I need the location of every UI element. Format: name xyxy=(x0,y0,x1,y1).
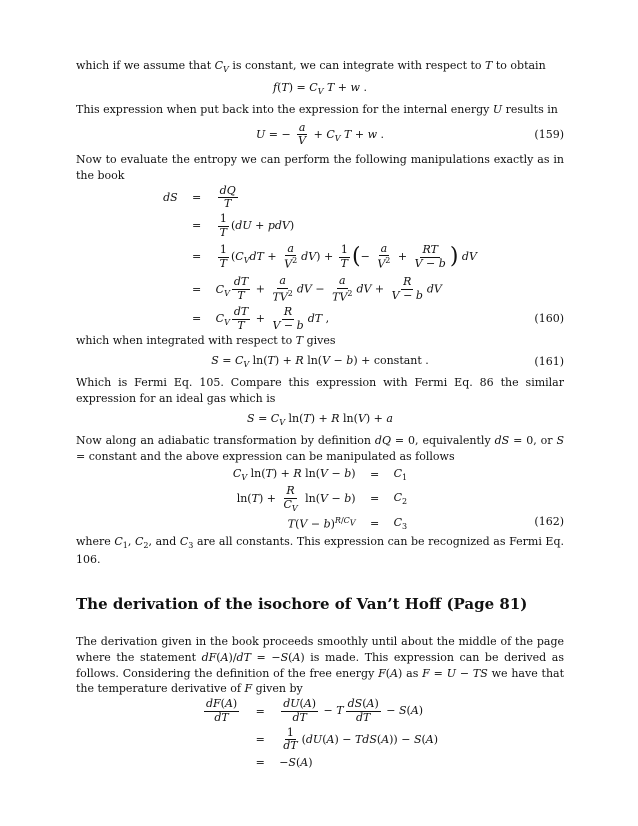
equation-free-energy-block: $\frac{dF(A)}{dT}$ = $\frac{dU(A)}{dT}$ − T $\frac{dS(A)}{dT}$ − S(A) = $\frac{1}{dT}$ (dU(A) − TdS(A)) − S(A) = −S(A) xyxy=(205,697,439,769)
paragraph-4: which when integrated with respect to T gives xyxy=(76,334,336,348)
paragraph-2: This expression when put back into the expression for the internal energy U results in xyxy=(76,102,558,116)
equation-number-160: (160) xyxy=(534,312,564,326)
equation-161: $S = C_V$ ln(T) + R ln(V − b) + constant . (161) xyxy=(211,354,564,370)
equation-number-159: (159) xyxy=(534,127,564,141)
paragraph-8: The derivation given in the book proceeds smoothly until about the middle of the page where the statement dF(A)/dT = −S(A) is made. This expression can be derived as follows. Considering the definition of the free energy F(A) as F = U − TS we have that the temperature derivative of F given by xyxy=(76,634,565,696)
equation-162-block: $C_V$ ln(T) + R ln(V − b) = $C_1$ ln(T) + $\frac{R}{C_V}$ ln(V − b) = $C_2$ $T(V - b)^{R/C_V}$ = $C_3$ (162) xyxy=(232,466,564,532)
paragraph-6: Now along an adiabatic transformation by definition dQ = 0, equivalently dS = 0, or S = constant and the above expression can be manipulated as follows xyxy=(76,433,565,463)
equation-159: U = − $\frac{a}{V}$ + $C_V$ T + w . (159) xyxy=(255,120,564,148)
paragraph-5: Which is Fermi Eq. 105. Compare this expression with Fermi Eq. 86 the similar expression for an ideal gas which is xyxy=(76,376,564,405)
equation-number-161: (161) xyxy=(534,355,564,369)
equation-ideal-gas: $S = C_V$ ln(T) + R ln(V) + a xyxy=(247,411,393,428)
paragraph-3: Now to evaluate the entropy we can perform the following manipulations exactly as in the book xyxy=(76,152,564,182)
equation-number-162: (162) xyxy=(534,515,564,529)
paragraph-1: which if we assume that $C_V$ is constant, we can integrate with respect to T to obtain xyxy=(76,59,546,75)
equation-fT: $f(T) = C_V$ T + w . xyxy=(273,80,367,96)
section-heading: The derivation of the isochore of Van’t Hoff (Page 81) xyxy=(76,594,528,613)
equation-160-block: dS = $\frac{dQ}{T}$ = $\frac{1}{T}$ (dU + pdV) = $\frac{1}{T}$ ($C_VdT$ + $\frac{a}{V^2}$ dV) + $\frac{1}{T}$ (− $\frac{a}{V^2}$ + $\frac{RT}{V - b}$ ) dV = $C_V$ $\frac{dT}{T}$ + $\frac{a}{TV^2}$ dV − $\frac{a}{TV^2}$ dV + $\frac{R}{V - b}$ dV = $C_V$ $\frac{dT}{T}$ + $\frac{R}{V - b}$ dT , (160) xyxy=(163,183,564,332)
page-content xyxy=(76,58,564,772)
paragraph-7: where $C_1$, $C_2$, and $C_3$ are all constants. This expression can be recognized as Fermi Eq. 106. xyxy=(76,535,564,566)
